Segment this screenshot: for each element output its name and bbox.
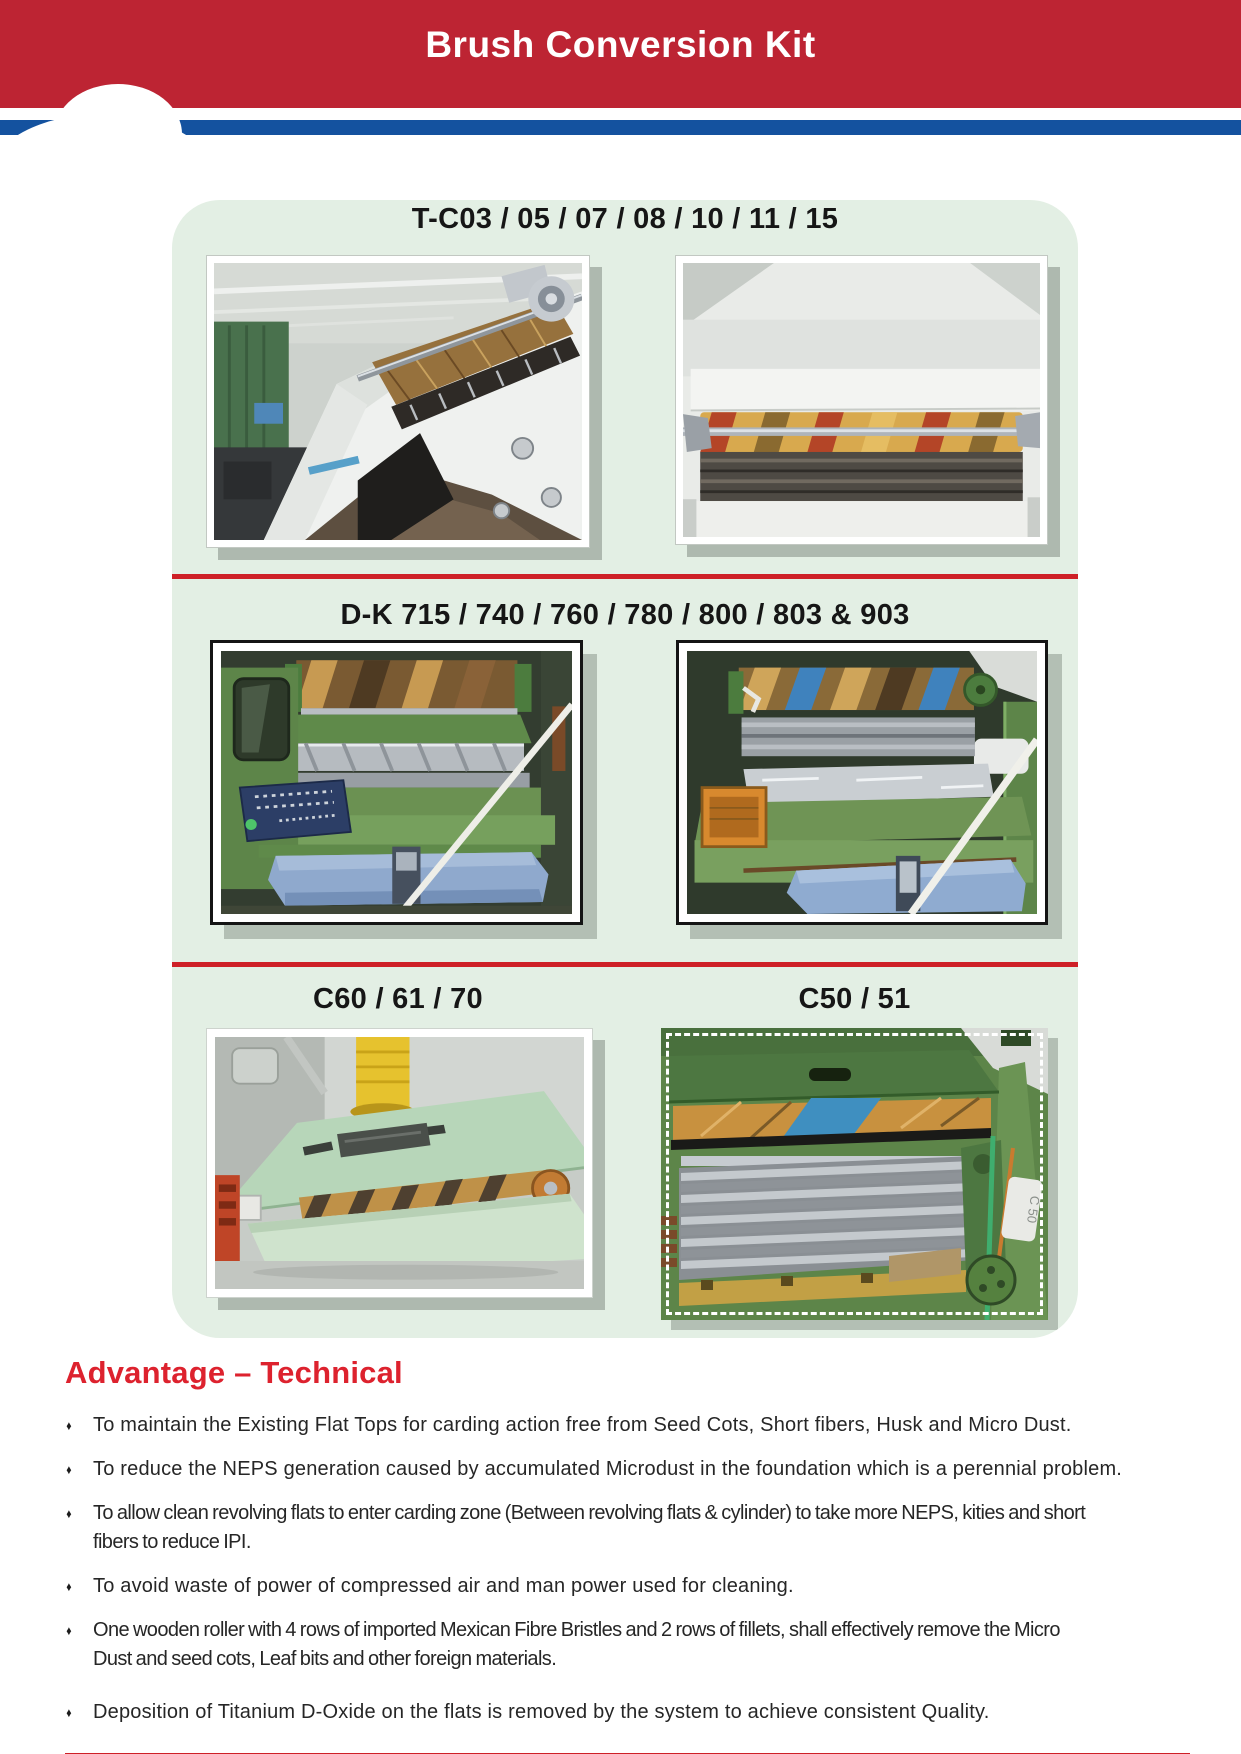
advantages-list	[65, 1411, 1191, 1727]
photo-c50-flat-bars	[661, 1028, 1048, 1320]
diamond-bullet-icon: ♦	[66, 1579, 72, 1594]
advantages-section	[65, 1355, 1191, 1727]
section-title-c50: C50 / 51	[798, 983, 911, 1015]
section-titles-c	[172, 982, 1078, 1016]
diamond-bullet-icon: ♦	[66, 1418, 72, 1433]
photo-dk-front-left	[210, 640, 583, 925]
photo-tc-side-view	[206, 255, 590, 548]
advantage-item: ♦ To avoid waste of power of compressed air and man power used for cleaning.	[65, 1572, 1150, 1601]
section-divider-2	[172, 962, 1078, 967]
section-divider-1	[172, 574, 1078, 579]
diamond-bullet-icon: ♦	[66, 1623, 72, 1638]
section-title-tc: T-C03 / 05 / 07 / 08 / 10 / 11 / 15	[411, 203, 839, 235]
photo-tc-brush-roller	[675, 255, 1048, 545]
photo-row-tc	[172, 255, 1078, 548]
diamond-bullet-icon: ♦	[66, 1705, 72, 1720]
advantage-item: ♦ One wooden roller with 4 rows of imported Mexican Fibre Bristles and 2 rows of fillets, shall effectively remove the Micro Dust and seed cots, Leaf bits and other foreign materials.	[65, 1616, 1150, 1674]
advantage-item: ♦ Deposition of Titanium D-Oxide on the flats is removed by the system to achieve consistent Quality.	[65, 1698, 1150, 1727]
photo-c60-open-lid	[206, 1028, 593, 1298]
section-title-dk: D-K 715 / 740 / 760 / 780 / 800 / 803 & 903	[340, 599, 910, 631]
section-title-c60: C60 / 61 / 70	[313, 983, 483, 1015]
page-title: Brush Conversion Kit	[425, 24, 816, 65]
photo-dk-front-right	[676, 640, 1048, 925]
photo-row-dk	[172, 640, 1078, 925]
product-photo-panel	[172, 200, 1078, 1338]
photo-row-c	[172, 1028, 1078, 1320]
cloud-logo-watermark	[0, 76, 225, 218]
advantage-item: ♦ To allow clean revolving flats to enter carding zone (Between revolving flats & cylinder) to take more NEPS, kities and short fibers to reduce IPI.	[65, 1499, 1150, 1557]
advantage-item: ♦ To maintain the Existing Flat Tops for carding action free from Seed Cots, Short fibers, Husk and Micro Dust.	[65, 1411, 1150, 1440]
diamond-bullet-icon: ♦	[66, 1462, 72, 1477]
svg-text:C 50: C 50	[1024, 1194, 1043, 1225]
advantages-title: Advantage – Technical	[65, 1355, 403, 1390]
diamond-bullet-icon: ♦	[66, 1506, 72, 1521]
advantage-item: ♦ To reduce the NEPS generation caused by accumulated Microdust in the foundation which is a perennial problem.	[65, 1455, 1150, 1484]
